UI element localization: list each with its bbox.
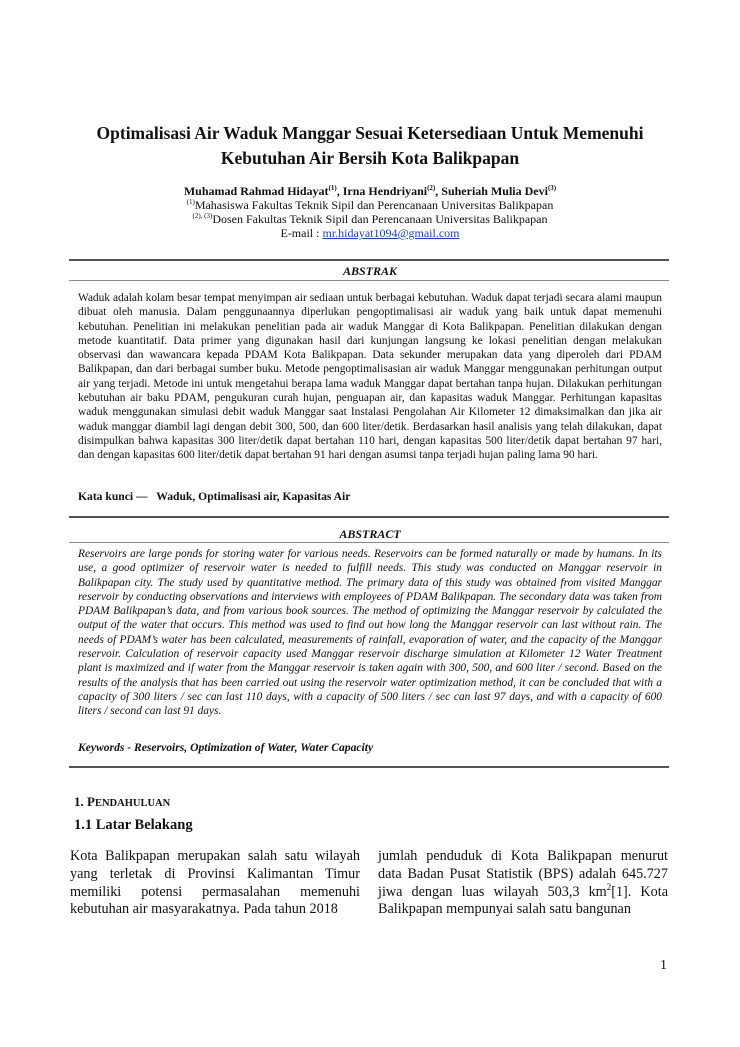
body-right-text-1: jumlah penduduk di Kota Balikpapan menurut data Badan Pusat Statistik (BPS) adalah 645.727 jiwa dengan luas wilayah 503,3 km [378,848,668,900]
email-line [70,226,670,240]
abstract-text: Reservoirs are large ponds for storing water for various needs. Reservoirs can be formed naturally or made by humans. In its use, a good optimizer of reservoir water is needed to fulfill needs. This study was conducted on Manggar reservoir in Balikpapan city. The study used by quantitative method. The primary data of this study was obtained from visited Manggar reservoir by conducting observations and interviews with employees of PDAM Balikpapan. The secondary data was taken from PDAM Balikpapan’s data, and from various book sources. The method of optimizing the Manggar reservoir by calculated the output of the water that occurs. This method was used to find out how long the Manggar reservoir can last without rain. The needs of PDAM’s water has been calculated, measurements of rainfall, evaporation of water, and the capacity of the Manggar reservoir. Calculation of reservoir capacity used Manggar reservoir discharge simulation at Kilometer 12 Water Treatment plant is maximized and if water from the Manggar reservoir is taken again with 300, 500, and 600 liter / second. Based on the results of the analysis that has been carried out using the reservoir water optimization method, it can be concluded that with a capacity of 300 liters / sec can last 110 days, with a capacity of 500 liters / sec can last 97 days, and with a capacity of 600 liters / second can last 91 days. [78,548,662,718]
paper-title [70,121,670,171]
abstrak-text: Waduk adalah kolam besar tempat menyimpan air sediaan untuk berbagai kebutuhan. Waduk dapat terjadi secara alami maupun dibuat oleh manusia. Dalam penggunaannya diperlukan pengoptimalisasi air waduk yang baik untuk dapat memenuhi kebutuhan. Penelitian ini melakukan penelitian pada air waduk Manggar di Kota Balikpapan. Penelitian dilakukan dengan metode kuantitatif. Data primer yang digunakan hasil dari kunjungan langsung ke lokasi penelitian dengan melakukan observasi dan wawancara kepada PDAM Kota Balikpapan. Data sekunder merupakan data yang diperoleh dari PDAM Balikpapan, dan dari berbagai sumber buku. Metode pengoptimalisasian air waduk Manggar menggunakan perhitungan output air yang terjadi. Metode ini untuk mengetahui berapa lama waduk Manggar dapat bertahan tanpa hujan. Dilakukan perhitungan kebutuhan air baku PDAM, pengukuran curah hujan, penguapan air, dan kapasitas waduk Manggar. Perhitungan kapasitas waduk menggunakan simulasi debit waduk Manggar saat Instalasi Pengolahan Air Kilometer 12 dimaksimalkan dan jika air waduk manggar diambil lagi dengan debit 300, 500, dan 600 liter/detik. Berdasarkan hasil analisis yang telah dilakukan, dapat disimpulkan bahwa kapasitas 300 liter/detik dapat bertahan 110 hari, dengan kapasitas 500 liter/detik dapat bertahan 97 hari, dan dengan kapasitas 600 liter/detik dapat bertahan 91 hari dengan asumsi tanpa terjadi hujan paling lama 90 hari. [78,292,662,462]
section-1-title: ENDAHULUAN [94,798,171,809]
affiliation-1-text: Mahasiswa Fakultas Teknik Sipil dan Perencanaan Universitas Balikpapan [194,198,554,212]
email-link[interactable]: mr.hidayat1094@gmail.com [322,226,460,240]
abstract-bottom-rule [69,766,669,768]
author-1-mark: (1) [328,184,337,192]
abstract-top-rule [69,516,669,518]
affiliation-2-mark: (2), (3) [192,212,213,220]
title-line-2: Kebutuhan Air Bersih Kota Balikpapan [220,148,520,168]
affiliation-2 [70,212,670,226]
abstrak-heading-rule [69,280,669,281]
body-column-left: Kota Balikpapan merupakan salah satu wilayah yang terletak di Provinsi Kalimantan Timur memiliki potensi permasalahan memenuhi kebutuhan air masyarakatnya. Pada tahun 2018 [70,848,360,918]
page-number: 1 [660,958,667,973]
affiliation-1-mark: (1) [186,198,195,206]
section-1-heading [74,794,170,810]
author-3-mark: (3) [547,184,557,192]
kata-kunci-values: Waduk, Optimalisasi air, Kapasitas Air [156,490,351,503]
title-line-1: Optimalisasi Air Waduk Manggar Sesuai Ketersediaan Untuk Memenuhi [96,123,644,143]
abstract-heading: ABSTRACT [339,527,401,541]
author-3: Suheriah Mulia Devi [441,184,548,198]
email-label: E-mail : [280,226,323,240]
keywords: Keywords - Reservoirs, Optimization of Water, Water Capacity [78,741,374,754]
kata-kunci [78,490,662,503]
author-separator: , [435,184,442,198]
affiliation-1 [70,198,670,212]
author-1: Muhamad Rahmad Hidayat [183,184,329,198]
abstract-heading-rule [69,542,669,543]
body-column-right [378,848,668,919]
author-separator: , [336,184,343,198]
author-2-mark: (2) [427,184,436,192]
section-1-number: 1. P [74,794,95,809]
abstrak-heading: ABSTRAK [342,264,398,278]
subsection-1-1-heading: 1.1 Latar Belakang [74,817,193,833]
body-right-text-2: [1]. Kota Balikpapan mempunyai salah satu bangunan [378,883,669,918]
affiliation-2-text: Dosen Fakultas Teknik Sipil dan Perencanaan Universitas Balikpapan [212,212,548,226]
author-2: Irna Hendriyani [342,184,428,198]
abstrak-top-rule [69,259,669,261]
kata-kunci-label: Kata kunci — [78,490,148,503]
km-squared-superscript: 2 [606,881,612,892]
author-list [70,183,670,199]
